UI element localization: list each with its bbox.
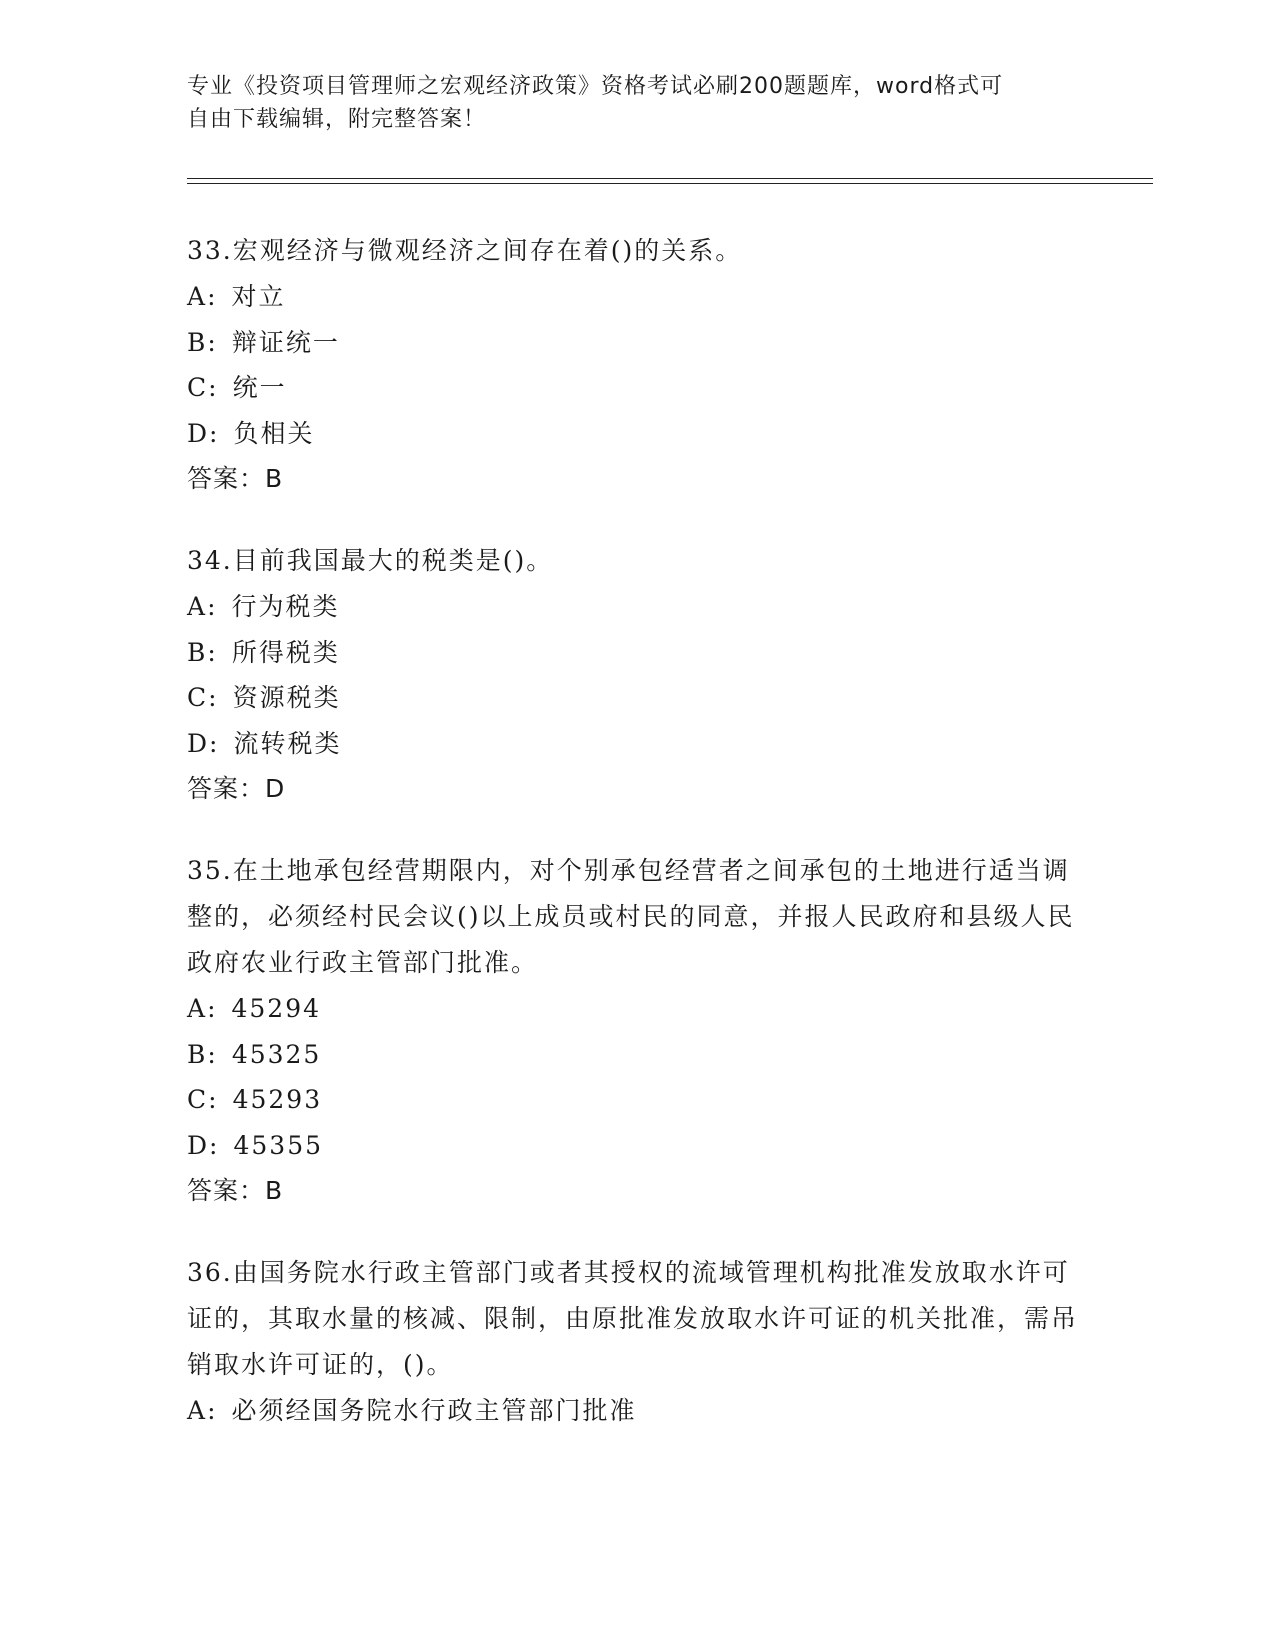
option-d: D: 流转税类 [187, 721, 1087, 767]
option-text: 45293 [232, 1085, 323, 1114]
option-text: 对立 [231, 282, 286, 311]
question-stem: 33.宏观经济与微观经济之间存在着()的关系。 [187, 236, 743, 265]
question-stem: 36.由国务院水行政主管部门或者其授权的流域管理机构批准发放取水许可证的，其取水量的核减、限制，由原批准发放取水许可证的机关批准，需吊销取水许可证的，()。 [187, 1258, 1079, 1379]
option-a: A: 45294 [187, 986, 1087, 1032]
option-text: 45325 [231, 1039, 322, 1069]
header-divider-top [187, 178, 1153, 179]
option-letter: D [187, 418, 210, 448]
option-b: B: 所得税类 [187, 630, 1087, 676]
option-text: 统一 [232, 373, 287, 402]
option-b: B: 辩证统一 [187, 320, 1087, 366]
option-letter: D [187, 1130, 210, 1160]
option-text: 必须经国务院水行政主管部门批准 [231, 1396, 637, 1425]
option-text: 资源税类 [232, 683, 341, 712]
option-letter: A [187, 592, 208, 621]
document-header [187, 70, 1067, 136]
option-c: C: 资源税类 [187, 675, 1087, 721]
option-letter: C [187, 1085, 209, 1114]
option-text: 辩证统一 [231, 327, 340, 357]
question-35 [187, 848, 1087, 1213]
option-letter: C [187, 683, 209, 712]
option-c: C: 45293 [187, 1077, 1087, 1123]
option-a: A: 必须经国务院水行政主管部门批准 [187, 1388, 1087, 1434]
header-divider-bottom [187, 183, 1153, 184]
answer-label: 答案： [187, 774, 266, 803]
option-letter: B [187, 327, 208, 357]
option-a: A: 对立 [187, 274, 1087, 320]
question-33 [187, 228, 1087, 501]
option-letter: A [187, 282, 208, 311]
option-text: 流转税类 [233, 728, 342, 758]
option-letter: D [187, 728, 210, 758]
question-list [187, 228, 1087, 1471]
option-a: A: 行为税类 [187, 584, 1087, 630]
answer-line [187, 456, 1087, 501]
question-36 [187, 1250, 1087, 1434]
option-d: D: 45355 [187, 1123, 1087, 1169]
option-letter: B [187, 637, 208, 667]
answer-label: 答案： [187, 464, 266, 493]
option-text: 所得税类 [231, 637, 340, 667]
option-d: D: 负相关 [187, 411, 1087, 457]
option-text: 45355 [233, 1130, 324, 1160]
option-c: C: 统一 [187, 365, 1087, 411]
option-text: 负相关 [233, 418, 315, 448]
answer-value: B [265, 464, 284, 493]
question-34 [187, 538, 1087, 811]
answer-value: B [265, 1176, 284, 1205]
option-letter: B [187, 1039, 208, 1069]
option-text: 行为税类 [231, 592, 340, 621]
header-line-1: 专业《投资项目管理师之宏观经济政策》资格考试必刷200题题库，word格式可 [187, 74, 1004, 99]
header-line-2: 自由下载编辑，附完整答案！ [187, 107, 487, 132]
option-letter: A [187, 1396, 208, 1425]
question-stem: 34.目前我国最大的税类是()。 [187, 546, 554, 575]
answer-line [187, 1168, 1087, 1213]
answer-line [187, 766, 1087, 811]
option-letter: A [187, 994, 208, 1023]
answer-value: D [265, 774, 286, 803]
answer-label: 答案： [187, 1176, 266, 1205]
option-text: 45294 [231, 994, 322, 1023]
question-stem: 35.在土地承包经营期限内，对个别承包经营者之间承包的土地进行适当调整的，必须经村民会议()以上成员或村民的同意，并报人民政府和县级人民政府农业行政主管部门批准。 [187, 856, 1075, 977]
option-letter: C [187, 373, 209, 402]
option-b: B: 45325 [187, 1032, 1087, 1078]
